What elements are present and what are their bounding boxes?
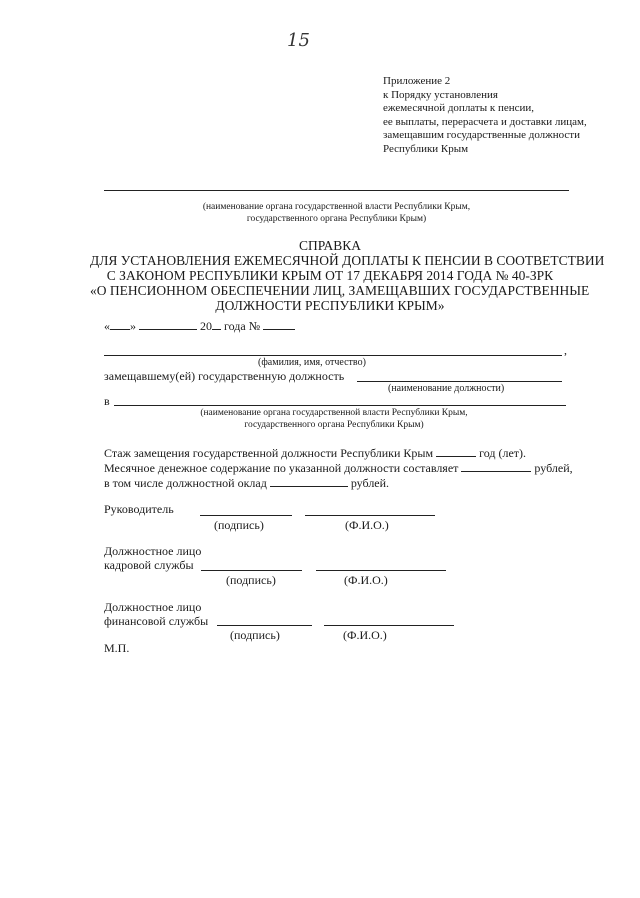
sig-hr-name-caption: (Ф.И.О.) <box>344 573 388 587</box>
document-title <box>90 238 605 313</box>
salary-text: Месячное денежное содержание по указанной должности составляет <box>104 461 459 475</box>
fio-blank <box>104 355 562 356</box>
sig-head-sign-caption: (подпись) <box>214 518 264 532</box>
base-salary-end: рублей. <box>350 476 390 490</box>
sig-head-label: Руководитель <box>104 502 174 516</box>
appendix-line: ежемесячной доплаты к пенсии, <box>383 102 535 114</box>
tenure-text: Стаж замещения государственной должности Республики Крым <box>104 446 434 460</box>
title-line: ДЛЯ УСТАНОВЛЕНИЯ ЕЖЕМЕСЯЧНОЙ ДОПЛАТЫ К ПЕНСИИ В СООТВЕТСТВИИ <box>90 253 605 268</box>
number-blank <box>263 318 295 330</box>
position-label: замещавшему(ей) государственную должность <box>104 369 345 383</box>
organ-caption-1: (наименование органа государственной власти Республики Крым, <box>200 408 468 418</box>
sig-head-sign-blank <box>200 515 292 516</box>
tenure-end: год (лет). <box>479 446 527 460</box>
salary-blank <box>461 460 531 472</box>
issuer-caption-2: государственного органа Республики Крым) <box>246 214 427 224</box>
sig-hr-sign-blank <box>201 570 302 571</box>
organ-prefix: в <box>104 394 110 408</box>
organ-caption-2: государственного органа Республики Крым) <box>244 420 424 430</box>
sig-head-name-caption: (Ф.И.О.) <box>345 518 389 532</box>
sig-fin-name-blank <box>324 625 454 626</box>
page-number: 15 <box>287 30 310 51</box>
year-suffix: года № <box>224 319 261 333</box>
sig-hr-label-1: Должностное лицо <box>104 544 202 558</box>
sig-hr-sign-caption: (подпись) <box>226 573 276 587</box>
sig-head-name-blank <box>305 515 435 516</box>
fio-comma: , <box>564 343 567 357</box>
sig-fin-label-2: финансовой службы <box>104 614 209 628</box>
issuer-blank <box>104 190 569 191</box>
day-blank <box>110 318 130 330</box>
tenure-line <box>104 445 526 461</box>
position-blank <box>357 381 562 382</box>
fio-caption: (фамилия, имя, отчество) <box>258 357 366 368</box>
date-close-quote: » <box>130 319 136 333</box>
salary-line <box>104 460 573 476</box>
appendix-line: ее выплаты, перерасчета и доставки лицам, <box>383 115 587 128</box>
month-blank <box>139 318 197 330</box>
stamp-place: М.П. <box>104 641 130 655</box>
appendix-block <box>383 75 587 156</box>
date-line <box>104 318 295 334</box>
sig-fin-sign-blank <box>217 625 312 626</box>
appendix-line: Приложение 2 <box>383 75 451 87</box>
base-salary-blank <box>270 475 348 487</box>
sig-fin-name-caption: (Ф.И.О.) <box>343 628 387 642</box>
title-line: С ЗАКОНОМ РЕСПУБЛИКИ КРЫМ ОТ 17 ДЕКАБРЯ 2014 ГОДА № 40-ЗРК <box>106 268 554 283</box>
title-line: «О ПЕНСИОННОМ ОБЕСПЕЧЕНИИ ЛИЦ, ЗАМЕЩАВШИХ ГОСУДАРСТВЕННЫЕ <box>90 283 590 298</box>
position-caption: (наименование должности) <box>388 383 505 394</box>
year-blank <box>212 318 221 330</box>
date-open-quote: « <box>104 319 110 333</box>
tenure-blank <box>436 445 476 457</box>
title-line: СПРАВКА <box>298 238 362 253</box>
sig-fin-sign-caption: (подпись) <box>230 628 280 642</box>
title-line: ДОЛЖНОСТИ РЕСПУБЛИКИ КРЫМ» <box>215 298 445 313</box>
year-prefix: 20 <box>200 319 212 333</box>
salary-end: рублей, <box>534 461 573 475</box>
appendix-line: к Порядку установления <box>383 88 498 101</box>
sig-hr-name-blank <box>316 570 446 571</box>
sig-fin-label-1: Должностное лицо <box>104 600 202 614</box>
issuer-caption-1: (наименование органа государственной власти Республики Крым, <box>202 202 471 212</box>
appendix-line: замещавшим государственные должности <box>383 129 580 141</box>
base-salary-text: в том числе должностной оклад <box>104 476 267 490</box>
base-salary-line <box>104 475 389 491</box>
sig-hr-label-2: кадровой службы <box>104 558 194 572</box>
organ-blank <box>114 405 566 406</box>
appendix-line: Республики Крым <box>383 142 469 155</box>
